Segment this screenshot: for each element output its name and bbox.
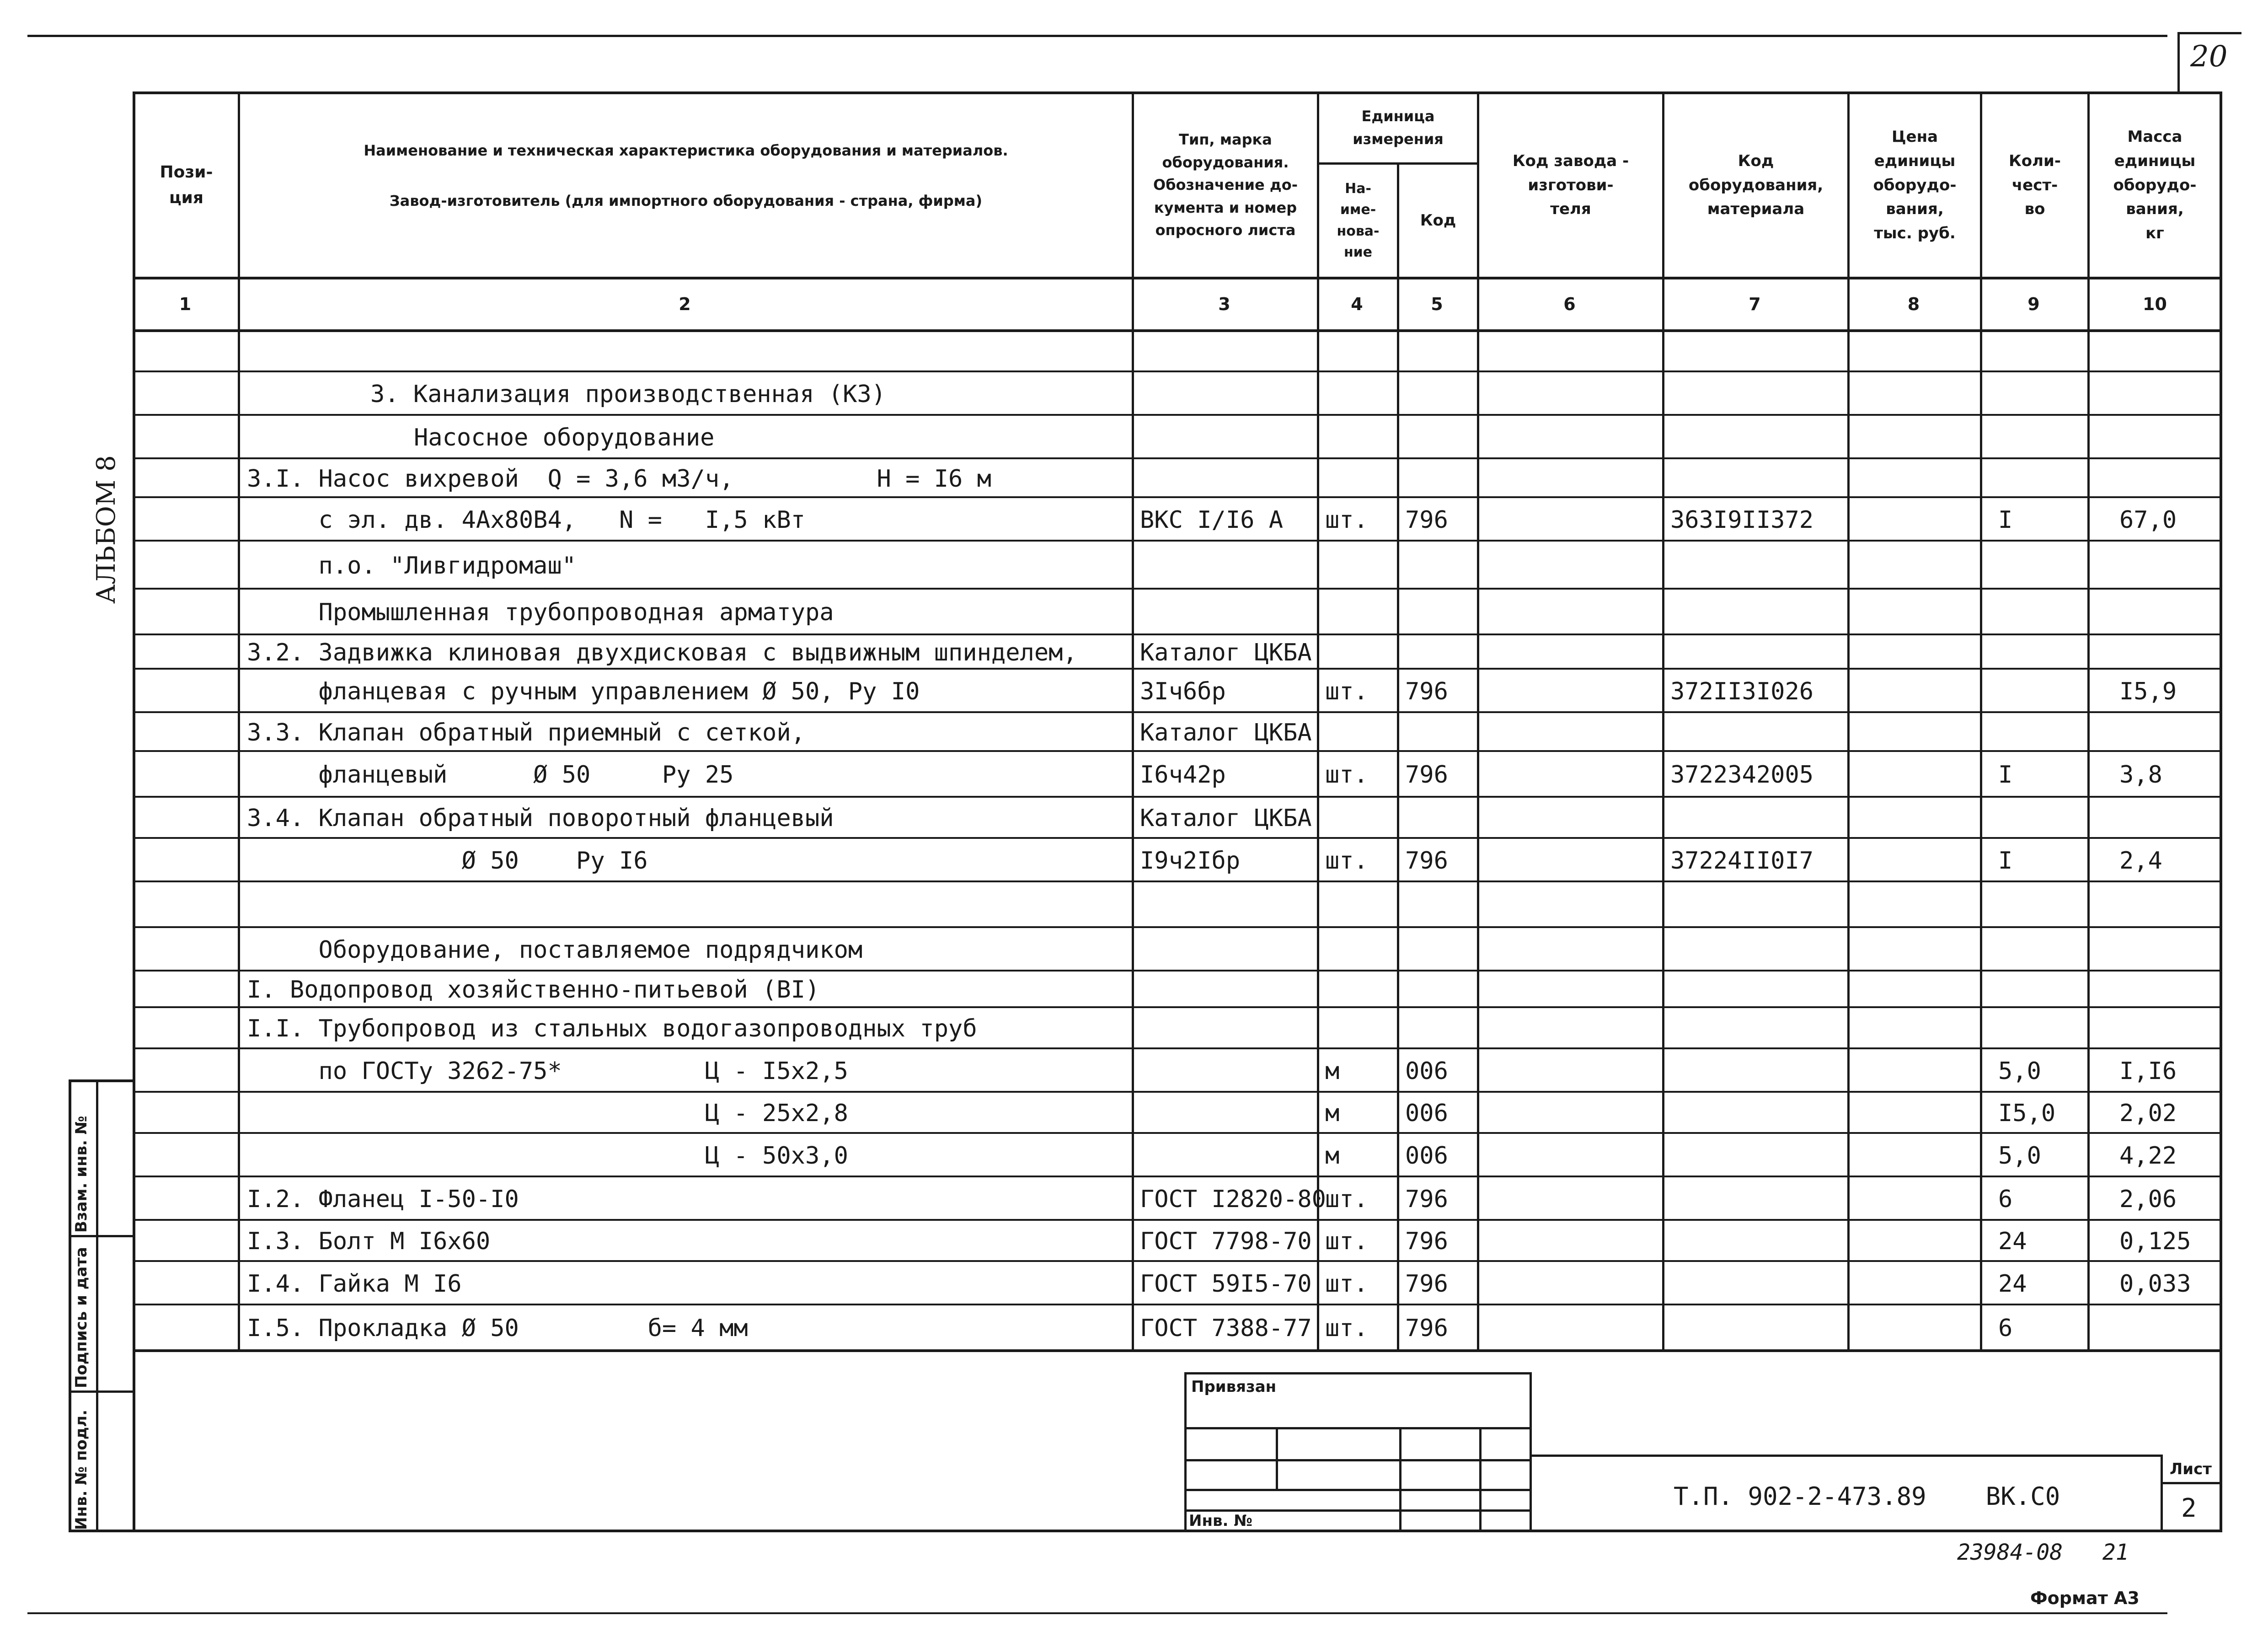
cell-col10: 4,22 bbox=[2119, 1142, 2177, 1170]
top-rule bbox=[27, 35, 2167, 37]
cell-col10: 67,0 bbox=[2119, 506, 2177, 534]
cell-col3: ГОСТ I2820-80 bbox=[1140, 1185, 1326, 1213]
cell-col2: по ГОСТу 3262-75* Ц - I5х2,5 bbox=[247, 1057, 848, 1085]
cell-col4: м bbox=[1325, 1057, 1340, 1085]
cell-col3: Каталог ЦКБА bbox=[1140, 639, 1312, 666]
stamp-col-2 bbox=[1399, 1427, 1401, 1532]
column-number: 2 bbox=[679, 294, 691, 314]
cell-col9: I bbox=[1998, 761, 2013, 789]
row-rule bbox=[133, 1176, 2222, 1177]
cell-col9: 5,0 bbox=[1998, 1057, 2041, 1085]
album-label: АЛЬБОМ 8 bbox=[91, 455, 121, 604]
header-unit-name: На- име- нова- ние bbox=[1337, 180, 1380, 260]
stamp-inv-label: Инв. № bbox=[1189, 1512, 1253, 1530]
sheet-number: 2 bbox=[2181, 1493, 2197, 1523]
cell-col2: Ц - 50х3,0 bbox=[247, 1142, 848, 1170]
cell-col2: Промышленная трубопроводная арматура bbox=[247, 599, 834, 626]
row-rule bbox=[133, 796, 2222, 798]
row-rule bbox=[133, 1091, 2222, 1093]
cell-col4: шт. bbox=[1325, 847, 1368, 875]
cell-col10: I,I6 bbox=[2119, 1057, 2177, 1085]
side-label-inv: Инв. № подл. bbox=[72, 1409, 91, 1530]
cell-col2: I.3. Болт М I6х60 bbox=[247, 1228, 491, 1255]
column-number: 1 bbox=[179, 294, 192, 314]
cell-col3: Каталог ЦКБА bbox=[1140, 805, 1312, 832]
side-label-podpis: Подпись и дата bbox=[72, 1247, 91, 1388]
cell-col5: 796 bbox=[1405, 1228, 1448, 1255]
cell-col10: 3,8 bbox=[2119, 761, 2162, 789]
page-number-box-top bbox=[2177, 32, 2241, 34]
cell-col5: 796 bbox=[1405, 761, 1448, 789]
row-rule bbox=[133, 633, 2222, 635]
cell-col4: шт. bbox=[1325, 1228, 1368, 1255]
cell-col9: 5,0 bbox=[1998, 1142, 2041, 1170]
cell-col9: 6 bbox=[1998, 1315, 2013, 1342]
cell-col2: 3.4. Клапан обратный поворотный фланцевый bbox=[247, 805, 834, 832]
header-price: Цена единицы оборудо- вания, тыс. руб. bbox=[1873, 128, 1957, 243]
cell-col2: фланцевая с ручным управлением Ø 50, Ру I0 bbox=[247, 677, 920, 705]
column-number: 10 bbox=[2143, 294, 2167, 314]
cell-col2: I.I. Трубопровод из стальных водогазопроводных труб bbox=[247, 1015, 977, 1042]
cell-col4: м bbox=[1325, 1100, 1340, 1127]
row-rule bbox=[133, 880, 2222, 882]
cell-col5: 006 bbox=[1405, 1100, 1448, 1127]
cell-col10: I5,9 bbox=[2119, 677, 2177, 705]
row-rule bbox=[133, 1219, 2222, 1221]
cell-col3: ГОСТ 7388-77 bbox=[1140, 1315, 1312, 1342]
cell-col2: фланцевый Ø 50 Ру 25 bbox=[247, 761, 734, 789]
bottom-rule bbox=[27, 1612, 2167, 1614]
row-rule bbox=[133, 1304, 2222, 1305]
row-rule bbox=[133, 668, 2222, 670]
stamp-col-1 bbox=[1276, 1427, 1278, 1491]
header-unit-code: Код bbox=[1420, 211, 1456, 230]
cell-col3: 3Iч6бр bbox=[1140, 677, 1226, 705]
stamp-col-3 bbox=[1479, 1427, 1482, 1532]
cell-col5: 796 bbox=[1405, 677, 1448, 705]
row-rule bbox=[133, 1047, 2222, 1049]
header-unit-group: Единица измерения bbox=[1353, 107, 1444, 148]
cell-col9: I5,0 bbox=[1998, 1100, 2056, 1127]
cell-col9: 24 bbox=[1998, 1270, 2027, 1298]
cell-col3: I6ч42р bbox=[1140, 761, 1226, 789]
cell-col5: 796 bbox=[1405, 1315, 1448, 1342]
cell-col2: I.4. Гайка М I6 bbox=[247, 1270, 462, 1298]
cell-col2: Оборудование, поставляемое подрядчиком bbox=[247, 936, 863, 964]
row-rule bbox=[133, 588, 2222, 590]
column-number: 6 bbox=[1563, 294, 1576, 314]
cell-col2: 3.3. Клапан обратный приемный с сеткой, bbox=[247, 719, 805, 746]
format-label: Формат А3 bbox=[2030, 1588, 2140, 1608]
table-bottom-rule bbox=[133, 1349, 2222, 1352]
cell-col2: Ø 50 Ру I6 bbox=[247, 847, 648, 875]
sheet-label: Лист bbox=[2170, 1460, 2212, 1478]
cell-col5: 796 bbox=[1405, 1270, 1448, 1298]
cell-col7: 363I9II372 bbox=[1670, 506, 1814, 534]
row-rule bbox=[133, 414, 2222, 416]
page-number: 20 bbox=[2190, 40, 2228, 74]
cell-col10: 2,06 bbox=[2119, 1185, 2177, 1213]
cell-col2: 3.2. Задвижка клиновая двухдисковая с выдвижным шпинделем, bbox=[247, 639, 1077, 666]
cell-col3: I9ч2Iбр bbox=[1140, 847, 1241, 875]
row-rule bbox=[133, 970, 2222, 972]
cell-col4: шт. bbox=[1325, 506, 1368, 534]
archive-number: 23984-08 21 bbox=[1957, 1540, 2129, 1565]
cell-col4: м bbox=[1325, 1142, 1340, 1170]
row-rule bbox=[133, 540, 2222, 542]
cell-col4: шт. bbox=[1325, 761, 1368, 789]
page-number-box-left bbox=[2177, 32, 2180, 91]
side-label-vzam: Взам. инв. № bbox=[72, 1116, 91, 1233]
cell-col9: I bbox=[1998, 847, 2013, 875]
row-rule bbox=[133, 1132, 2222, 1134]
cell-col4: шт. bbox=[1325, 1315, 1368, 1342]
cell-col5: 006 bbox=[1405, 1142, 1448, 1170]
header-equipment-code: Код оборудования, материала bbox=[1688, 151, 1824, 219]
cell-col2: I.5. Прокладка Ø 50 б= 4 мм bbox=[247, 1315, 748, 1342]
row-rule bbox=[133, 926, 2222, 928]
cell-col2: Ц - 25х2,8 bbox=[247, 1100, 848, 1127]
cell-col10: 0,125 bbox=[2119, 1228, 2191, 1255]
row-rule bbox=[133, 711, 2222, 713]
cell-col5: 796 bbox=[1405, 847, 1448, 875]
cell-col3: ВКС I/I6 А bbox=[1140, 506, 1284, 534]
header-type: Тип, марка оборудования. Обозначение до- кумента и номер опросного листа bbox=[1153, 131, 1298, 239]
header-name-line1: Наименование и техническая характеристика оборудования и материалов. bbox=[364, 142, 1008, 160]
strip-divider-1 bbox=[69, 1235, 133, 1237]
cell-col2: 3.I. Насос вихревой Q = 3,6 м3/ч, H = I6 м bbox=[247, 465, 991, 493]
column-number: 5 bbox=[1431, 294, 1443, 314]
row-rule bbox=[133, 837, 2222, 839]
cell-col2: п.о. "Ливгидромаш" bbox=[247, 552, 577, 580]
column-number: 7 bbox=[1749, 294, 1761, 314]
row-rule bbox=[133, 750, 2222, 752]
cell-col2: I.2. Фланец I-50-I0 bbox=[247, 1185, 519, 1213]
stamp-privyazan-label: Привязан bbox=[1191, 1378, 1277, 1396]
cell-col2: с эл. дв. 4Ах80В4, N = I,5 кВт bbox=[247, 506, 805, 534]
cell-col5: 796 bbox=[1405, 506, 1448, 534]
cell-col4: шт. bbox=[1325, 1270, 1368, 1298]
sheet-box-rule bbox=[2161, 1482, 2222, 1484]
cell-col10: 0,033 bbox=[2119, 1270, 2191, 1298]
cell-col9: 6 bbox=[1998, 1185, 2013, 1213]
cell-col3: ГОСТ 59I5-70 bbox=[1140, 1270, 1312, 1298]
cell-col7: 37224II0I7 bbox=[1670, 847, 1814, 875]
column-number: 4 bbox=[1351, 294, 1363, 314]
cell-col7: 3722342005 bbox=[1670, 761, 1814, 789]
row-rule bbox=[133, 496, 2222, 498]
cell-col3: Каталог ЦКБА bbox=[1140, 719, 1312, 746]
row-rule bbox=[133, 457, 2222, 459]
cell-col4: шт. bbox=[1325, 677, 1368, 705]
cell-col4: шт. bbox=[1325, 1185, 1368, 1213]
header-quantity: Коли- чест- во bbox=[2009, 151, 2061, 219]
column-number-rule bbox=[133, 329, 2222, 332]
strip-divider-2 bbox=[69, 1390, 133, 1393]
row-rule bbox=[133, 370, 2222, 372]
strip-inner-line bbox=[96, 1079, 98, 1532]
header-position: Пози- ция bbox=[160, 163, 213, 207]
column-number: 8 bbox=[1907, 294, 1920, 314]
row-rule bbox=[133, 1006, 2222, 1008]
header-mass: Масса единицы оборудо- вания, кг bbox=[2113, 128, 2197, 243]
cell-col5: 796 bbox=[1405, 1185, 1448, 1213]
cell-col5: 006 bbox=[1405, 1057, 1448, 1085]
header-name-line2: Завод-изготовитель (для импортного оборудования - страна, фирма) bbox=[389, 192, 983, 210]
cell-col2: I. Водопровод хозяйственно-питьевой (ВI) bbox=[247, 976, 820, 1004]
header-factory-code: Код завода - изготови- теля bbox=[1512, 151, 1629, 219]
cell-col7: 372II3I026 bbox=[1670, 677, 1814, 705]
row-rule bbox=[133, 1260, 2222, 1262]
column-divider bbox=[1397, 162, 1399, 1349]
column-number: 9 bbox=[2027, 294, 2040, 314]
cell-col10: 2,02 bbox=[2119, 1100, 2177, 1127]
cell-col9: I bbox=[1998, 506, 2013, 534]
column-number: 3 bbox=[1218, 294, 1230, 314]
cell-col2: Насосное оборудование bbox=[414, 424, 715, 451]
cell-col2: 3. Канализация производственная (К3) bbox=[370, 380, 886, 408]
title-block-rule bbox=[1532, 1455, 2161, 1457]
document-designation: Т.П. 902-2-473.89 ВК.С0 bbox=[1674, 1482, 2060, 1511]
cell-col10: 2,4 bbox=[2119, 847, 2162, 875]
cell-col9: 24 bbox=[1998, 1228, 2027, 1255]
cell-col3: ГОСТ 7798-70 bbox=[1140, 1228, 1312, 1255]
